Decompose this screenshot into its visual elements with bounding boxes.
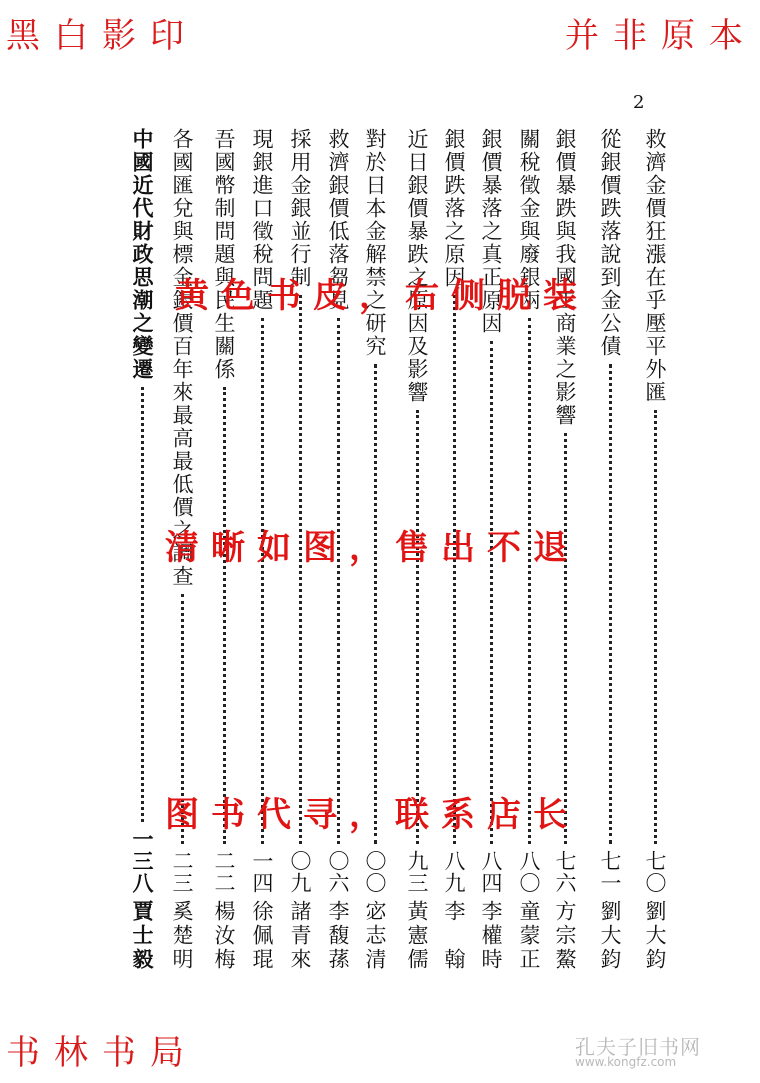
toc-title: 採用金銀並行制 [288,128,312,289]
seller-note-condition: 黄色书皮，右侧脱装 [175,276,589,316]
toc-title: 吾國幣制問題與民生關係 [212,128,236,381]
toc-title: 銀價暴跌與我國工商業之影響 [553,128,577,427]
toc-author: 劉大鈞 [643,900,667,972]
toc-page: 八〇 [517,850,541,894]
dot-leader [528,318,531,844]
toc-page: 八九 [442,850,466,894]
toc-title: 從銀價跌落說到金公債 [598,128,622,358]
toc-title: 近日銀價暴跌之原因及影響 [405,128,429,404]
seller-note-service: 图书代寻，联系店长 [165,795,579,835]
toc-title: 現銀進口徵稅問題 [250,128,274,312]
corner-label-bottom-left: 书林书局 [6,1033,198,1073]
toc-author: 諸青來 [288,900,312,972]
page-number: 2 [633,92,645,113]
toc-title: 對於日本金解禁之研究 [363,128,387,358]
toc-column-2 [598,128,622,990]
toc-title: 各國匯兌與標金銀價百年來最高最低價之調查 [170,128,194,588]
toc-page: 九三 [405,850,429,894]
toc-author: 黃憲儒 [405,900,429,972]
toc-title: 中國近代財政思潮之變遷 [130,128,155,381]
toc-author: 劉大鈞 [598,900,622,972]
toc-page: 一三八 [130,828,155,894]
toc-title: 救濟銀價低落芻見 [326,128,350,312]
toc-author: 童蒙正 [517,900,541,972]
dot-leader [261,318,264,844]
toc-title: 銀價跌落之原因 [442,128,466,289]
dot-leader [453,295,456,844]
watermark-url: www.kongfz.com [575,1055,677,1069]
toc-author: 楊汝梅 [212,900,236,972]
dot-leader [337,318,340,844]
seller-note-clarity: 清晰如图，售出不退 [165,528,579,568]
dot-leader [609,364,612,844]
toc-page: 〇六 [326,850,350,894]
corner-label-top-right: 并非原本 [565,16,757,56]
watermark [575,1035,701,1070]
toc-page: 〇九 [288,850,312,894]
dot-leader [564,433,567,844]
toc-page: 七一 [598,850,622,894]
toc-page: 二二 [212,850,236,894]
dot-leader [374,364,377,844]
toc-page: 七〇 [643,850,667,894]
dot-leader [299,295,302,844]
toc-column-1 [643,128,667,990]
corner-label-top-left: 黑白影印 [6,16,198,56]
toc-page: 二三 [170,850,194,894]
dot-leader [223,387,226,844]
dot-leader [416,410,419,844]
toc-author: 方宗鰲 [553,900,577,972]
toc-page: 七六 [553,850,577,894]
toc-page: 八四 [479,850,503,894]
toc-author: 宓志清 [363,900,387,972]
watermark-text: 孔夫子旧书网 [575,1035,701,1059]
toc-page: 一四 [250,850,274,894]
toc-title: 關稅徵金與廢銀兩 [517,128,541,312]
toc-author: 徐佩琨 [250,900,274,972]
toc-author: 李權時 [479,900,503,972]
toc-title: 救濟金價狂漲在乎壓平外匯 [643,128,667,404]
toc-author: 李馥蓀 [326,900,350,972]
toc-author: 奚楚明 [170,900,194,972]
toc-column-14 [130,128,154,990]
dot-leader [490,341,493,844]
dot-leader [141,387,144,822]
toc-author: 李 翰 [442,900,466,972]
toc-author: 賈士毅 [130,900,155,972]
toc-page: 〇〇 [363,850,387,894]
toc-title: 銀價暴落之真正原因 [479,128,503,335]
dot-leader [654,410,657,844]
